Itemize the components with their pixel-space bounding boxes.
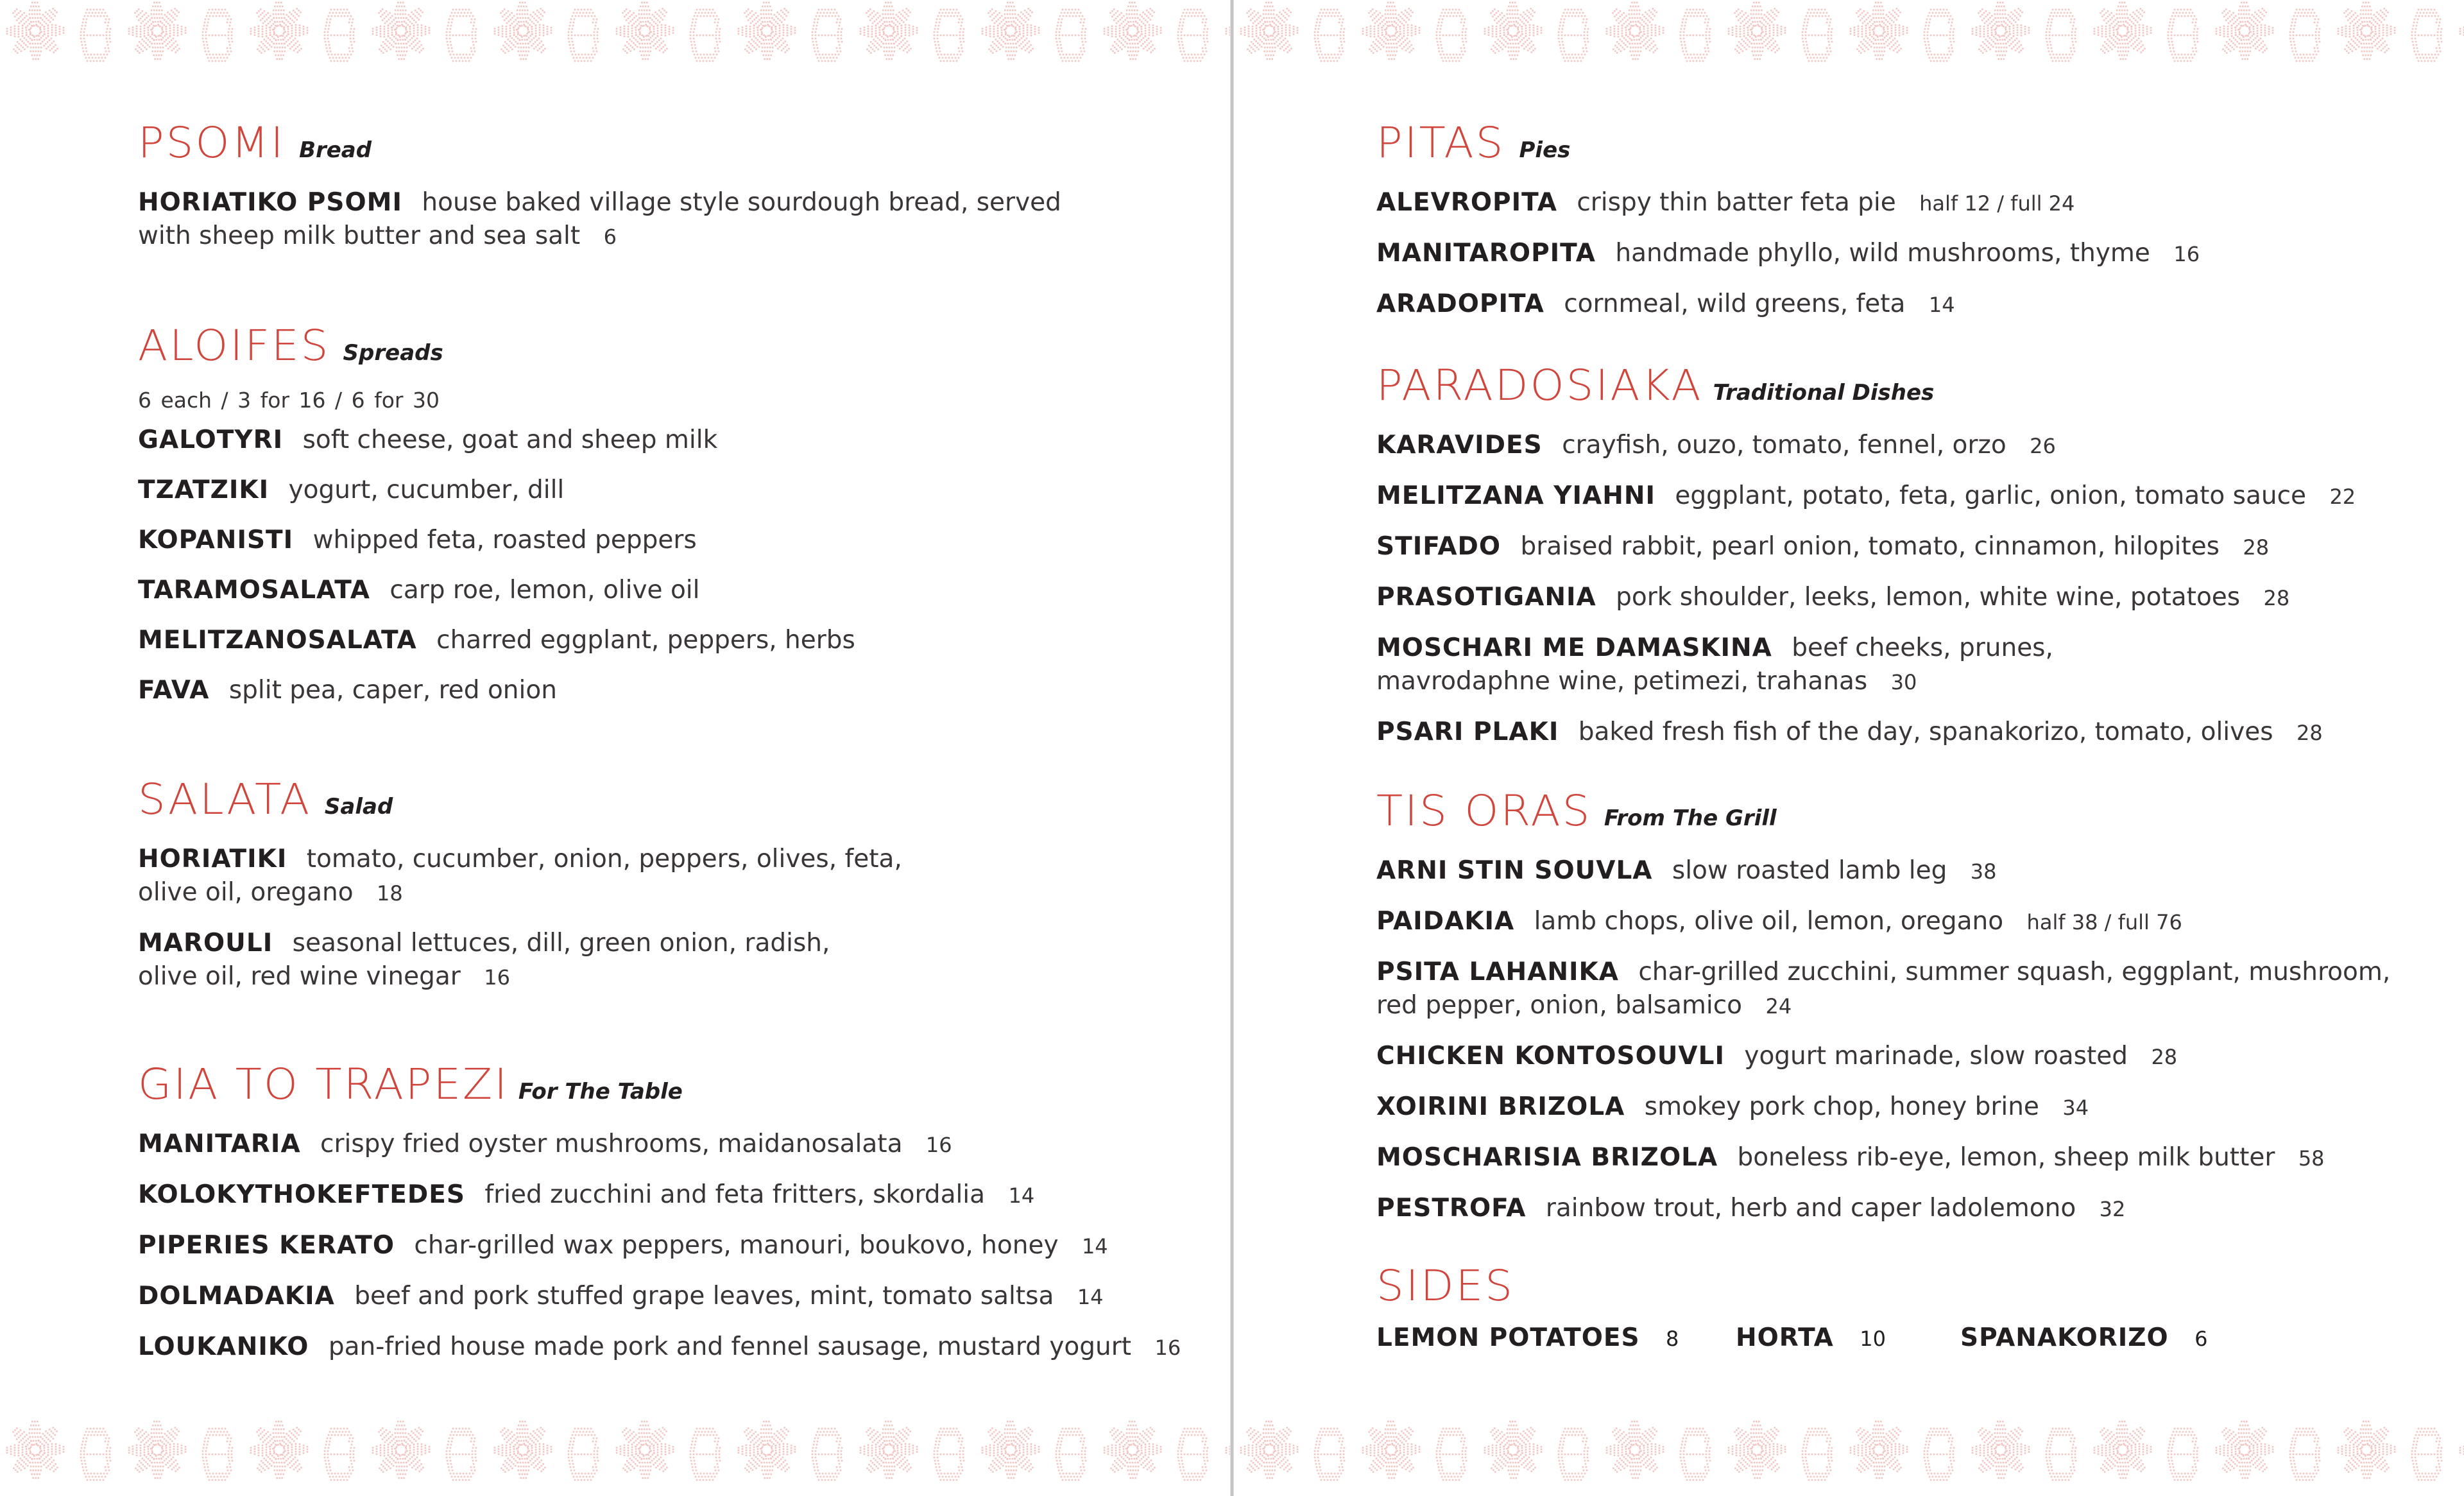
menu-item [138,843,946,910]
item-name: MAROULI [138,929,273,958]
item-description: baked fresh fish of the day, spanakorizo, tomato, olives [1578,718,2273,746]
item-name: HORIATIKI [138,845,287,873]
menu-item [1376,1040,2429,1074]
section-subtitle: For The Table [518,1079,683,1105]
menu-item [138,1178,1190,1212]
item-description: beef cheeks, prunes, mavrodaphne wine, petimezi, trahanas [1376,633,2053,696]
section-aloifes [138,321,1190,707]
side-item [1960,1321,2320,1355]
item-name: ALEVROPITA [1376,188,1557,217]
section-tis-oras [1376,786,2429,1226]
item-description: house baked village style sourdough bread, served with sheep milk butter and sea salt [138,188,1061,250]
menu-item [1376,237,2429,271]
section-title: ALOIFES [138,321,330,370]
menu-item [138,186,1088,254]
item-description: tomato, cucumber, onion, peppers, olives, feta, olive oil, oregano [138,845,902,907]
item-price: 26 [2030,434,2056,458]
section-title: GIA TO TRAPEZI [138,1060,509,1109]
menu-item [1376,1090,2429,1124]
menu-item [1376,479,2429,513]
item-price: 32 [2099,1197,2126,1221]
item-name: PIPERIES KERATO [138,1231,395,1260]
item-name: ARADOPITA [1376,289,1544,318]
side-item [1736,1321,1960,1355]
folk-pattern-border-top [0,0,1230,77]
item-name: PSARI PLAKI [1376,718,1559,746]
menu-item [138,927,895,994]
menu-item [138,674,1190,707]
item-price: 28 [2263,586,2290,610]
section-salata [138,775,1190,994]
item-name: XOIRINI BRIZOLA [1376,1092,1625,1121]
item-price: 16 [2173,242,2200,266]
item-price: 28 [2151,1045,2178,1069]
section-header [1376,361,2429,429]
section-title: PSOMI [138,118,286,168]
item-price: half 38 / full 76 [2026,910,2182,934]
item-description: soft cheese, goat and sheep milk [302,426,718,454]
item-name: KOPANISTI [138,526,294,555]
item-name: DOLMADAKIA [138,1282,335,1311]
item-description: pan-fried house made pork and fennel sausage, mustard yogurt [328,1332,1132,1361]
section-header [138,775,1190,843]
menu-item [1376,530,2429,564]
item-name: PRASOTIGANIA [1376,583,1596,612]
item-description: boneless rib-eye, lemon, sheep milk butter [1737,1143,2275,1172]
item-description: split pea, caper, red onion [228,676,557,705]
item-name: LEMON POTATOES [1376,1323,1640,1352]
item-name: SPANAKORIZO [1960,1323,2169,1352]
section-header [1376,786,2429,854]
item-name: MANITARIA [138,1130,301,1158]
section-title: TIS ORAS [1376,786,1592,836]
pricing-note: 6 each / 3 for 16 / 6 for 30 [138,388,440,413]
section-header [1376,1261,2429,1321]
item-price: 14 [1928,293,1955,317]
item-price: 22 [2329,485,2356,509]
item-description: carp roe, lemon, olive oil [389,576,700,605]
item-price: 58 [2298,1146,2325,1171]
item-price: 24 [1765,994,1792,1019]
item-price: half 12 / full 24 [1919,191,2075,216]
item-description: handmade phyllo, wild mushrooms, thyme [1615,239,2150,268]
item-name: HORTA [1736,1323,1834,1352]
item-description: char-grilled zucchini, summer squash, eggplant, mushroom, red pepper, onion, balsamico [1376,958,2391,1020]
item-description: yogurt marinade, slow roasted [1744,1042,2128,1070]
menu-page-right [1234,0,2464,1496]
menu-item [138,1229,1190,1263]
item-price: 38 [1970,859,1997,884]
menu-item [1376,716,2429,750]
item-price: 10 [1860,1327,1886,1351]
item-description: pork shoulder, leeks, lemon, white wine, potatoes [1616,583,2241,612]
item-name: MOSCHARISIA BRIZOLA [1376,1143,1718,1172]
item-name: MANITAROPITA [1376,239,1596,268]
section-header [1376,118,2429,186]
item-description: rainbow trout, herb and caper ladolemono [1545,1194,2076,1223]
section-sides [1376,1261,2429,1355]
item-price: 28 [2296,721,2323,745]
menu-item [1376,581,2429,615]
menu-item [138,1280,1190,1314]
item-name: MELITZANA YIAHNI [1376,481,1656,510]
menu-item [1376,288,2429,322]
section-subtitle: Spreads [343,340,443,366]
item-description: whipped feta, roasted peppers [312,526,697,555]
menu-item [1376,1141,2429,1175]
item-description: crayfish, ouzo, tomato, fennel, orzo [1562,431,2006,460]
section-gia-to-trapezi [138,1060,1190,1364]
item-description: smokey pork chop, honey brine [1644,1092,2039,1121]
item-description: seasonal lettuces, dill, green onion, radish, olive oil, red wine vinegar [138,929,830,991]
item-description: charred eggplant, peppers, herbs [436,626,855,655]
menu-item [1376,905,2429,939]
folk-pattern-border-bottom [1234,1419,2464,1496]
item-name: KOLOKYTHOKEFTEDES [138,1180,465,1209]
item-description: beef and pork stuffed grape leaves, mint, tomato saltsa [354,1282,1054,1311]
item-name: TZATZIKI [138,476,270,504]
item-name: PAIDAKIA [1376,907,1515,936]
menu-item [1376,1192,2429,1226]
item-description: fried zucchini and feta fritters, skordalia [484,1180,986,1209]
item-price: 6 [2194,1327,2208,1351]
item-description: lamb chops, olive oil, lemon, oregano [1534,907,2004,936]
item-price: 6 [603,225,617,249]
menu-item [1376,956,2403,1023]
section-psomi [138,118,1190,254]
section-subtitle: Salad [324,794,393,820]
section-title: PARADOSIAKA [1376,361,1703,410]
item-description: eggplant, potato, feta, garlic, onion, tomato sauce [1675,481,2307,510]
item-name: MELITZANOSALATA [138,626,417,655]
section-title: SALATA [138,775,312,824]
menu-item [138,1330,1190,1364]
item-price: 30 [1890,670,1917,694]
section-subtitle: From The Grill [1604,805,1777,831]
item-price: 18 [377,881,403,906]
section-header [138,118,1190,186]
item-price: 16 [925,1133,952,1157]
menu-item [138,624,1190,657]
item-description: crispy fried oyster mushrooms, maidanosalata [320,1130,903,1158]
menu-item [1376,429,2429,463]
section-subtitle: Pies [1519,137,1571,163]
folk-pattern-border-bottom [0,1419,1230,1496]
menu-item [1376,186,2429,220]
menu-item [138,474,1190,507]
item-description: slow roasted lamb leg [1672,856,1947,885]
item-name: CHICKEN KONTOSOUVLI [1376,1042,1725,1070]
item-price: 14 [1008,1183,1035,1208]
side-item [1376,1321,1736,1355]
section-paradosiaka [1376,361,2429,750]
item-name: FAVA [138,676,210,705]
menu-item [1376,854,2429,888]
item-name: LOUKANIKO [138,1332,309,1361]
item-name: KARAVIDES [1376,431,1543,460]
item-name: MOSCHARI ME DAMASKINA [1376,633,1772,662]
section-pitas [1376,118,2429,322]
section-header [138,1060,1190,1128]
item-name: STIFADO [1376,532,1502,561]
item-name: ARNI STIN SOUVLA [1376,856,1653,885]
item-price: 14 [1077,1285,1104,1309]
item-description: cornmeal, wild greens, feta [1564,289,1906,318]
menu-item [138,524,1190,557]
item-description: crispy thin batter feta pie [1577,188,1896,217]
item-price: 28 [2243,535,2270,560]
item-description: braised rabbit, pearl onion, tomato, cinnamon, hilopites [1520,532,2220,561]
section-header [138,321,1190,389]
item-price: 34 [2062,1096,2089,1120]
folk-pattern-border-top [1234,0,2464,77]
section-subtitle: Traditional Dishes [1713,380,1935,406]
item-description: yogurt, cucumber, dill [288,476,565,504]
menu-item [138,1128,1190,1162]
item-price: 14 [1081,1234,1108,1259]
menu-item [138,424,1190,457]
item-price: 16 [484,965,510,990]
item-description: char-grilled wax peppers, manouri, boukovo, honey [414,1231,1059,1260]
section-title: SIDES [1376,1261,1514,1311]
item-name: PESTROFA [1376,1194,1527,1223]
item-price: 16 [1154,1336,1181,1360]
section-subtitle: Bread [299,137,372,163]
menu-item [1376,632,2230,699]
menu-item [138,574,1190,607]
item-name: HORIATIKO PSOMI [138,188,402,217]
menu-page-left [0,0,1230,1496]
item-name: GALOTYRI [138,426,284,454]
item-price: 8 [1666,1327,1679,1351]
sides-list [1376,1321,2429,1355]
item-name: TARAMOSALATA [138,576,370,605]
section-title: PITAS [1376,118,1505,168]
item-name: PSITA LAHANIKA [1376,958,1619,986]
